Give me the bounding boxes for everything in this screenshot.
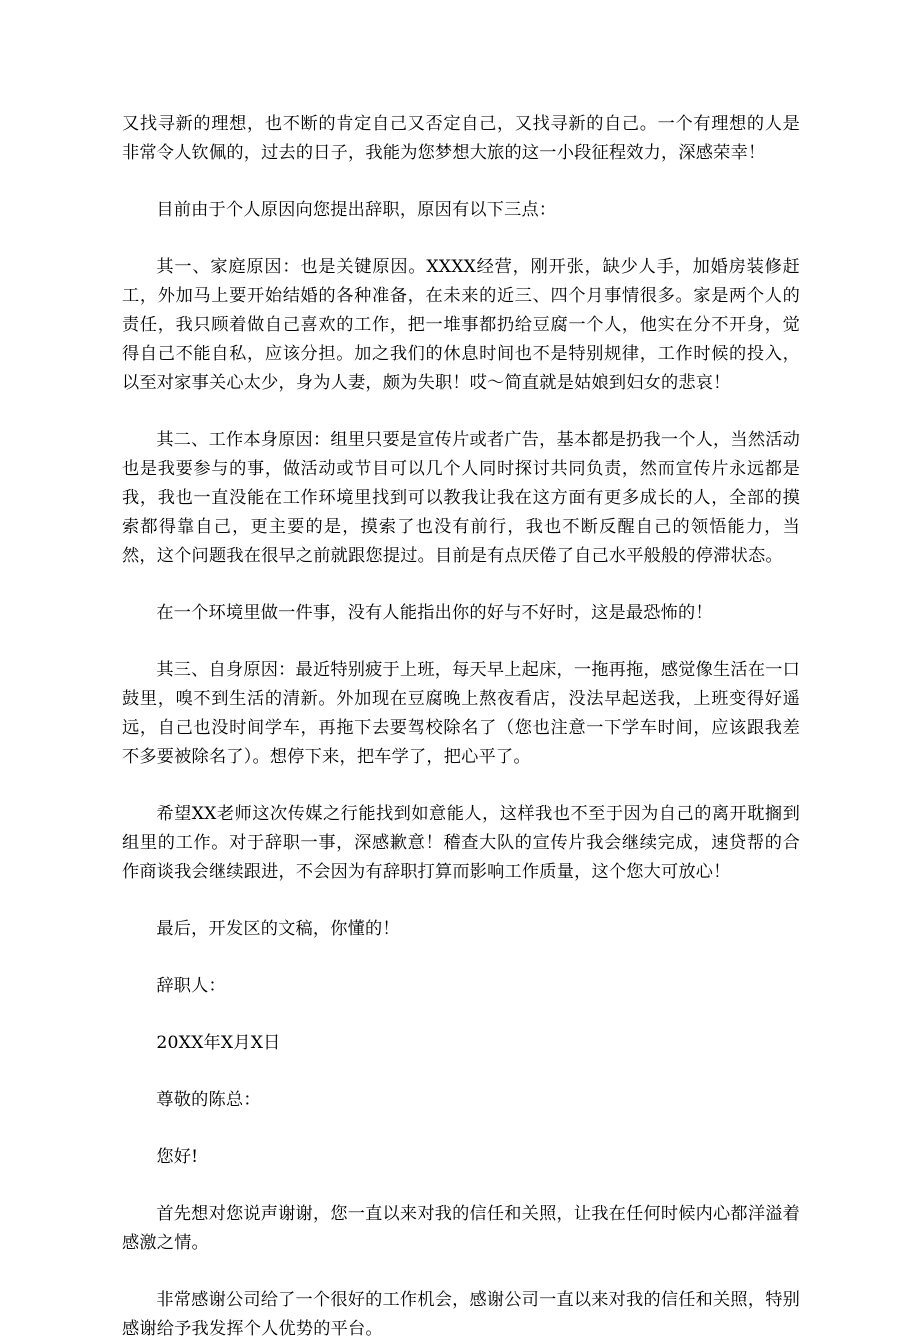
paragraph-reason-personal: 其三、自身原因：最近特别疲于上班，每天早上起床，一拖再拖，感觉像生活在一口鼓里，嗅不到生活的清新。外加现在豆腐晚上熬夜看店，没法早起送我，上班变得好遥远，自己也没时间学车，再拖下去要驾校除名了（您也注意一下学车时间，应该跟我差不多要被除名了）。想停下来，把车学了，把心平了。	[122, 660, 800, 767]
paragraph-continuation: 又找寻新的理想，也不断的肯定自己又否定自己，又找寻新的自己。一个有理想的人是非常令人钦佩的，过去的日子，我能为您梦想大旅的这一小段征程效力，深感荣幸！	[122, 114, 800, 163]
greeting: 您好!	[156, 1147, 199, 1167]
paragraph-reason-work: 其二、工作本身原因：组里只要是宣传片或者广告，基本都是扔我一个人，当然活动也是我要参与的事，做活动或节目可以几个人同时探讨共同负责，然而宣传片永远都是我，我也一直没能在工作环境里找到可以教我让我在这方面有更多成长的人，全部的摸索都得靠自己，更主要的是，摸索了也没有前行，我也不断反醒自己的领悟能力，当然，这个问题我在很早之前就跟您提过。目前是有点厌倦了自己水平般般的停滞状态。	[122, 430, 800, 566]
paragraph-resignation-intro: 目前由于个人原因向您提出辞职，原因有以下三点：	[156, 200, 557, 220]
paragraph-thanks: 首先想对您说声谢谢，您一直以来对我的信任和关照，让我在任何时候内心都洋溢着感激之情。	[122, 1204, 800, 1253]
paragraph-reason-family: 其一、家庭原因：也是关键原因。XXXX经营，刚开张，缺少人手，加婚房装修赶工，外加马上要开始结婚的各种准备，在未来的近三、四个月事情很多。家是两个人的责任，我只顾着做自己喜欢的工作，把一堆事都扔给豆腐一个人，他实在分不开身，觉得自己不能自私，应该分担。加之我们的休息时间也不是特别规律，工作时候的投入，以至对家事关心太少，身为人妻，颇为失职！哎～简直就是姑娘到妇女的悲哀！	[122, 257, 800, 393]
paragraph-closing: 最后，开发区的文稿，你懂的！	[156, 919, 400, 939]
paragraph-environment-remark: 在一个环境里做一件事，没有人能指出你的好与不好时，这是最恐怖的！	[156, 603, 713, 623]
paragraph-hope: 希望XX老师这次传媒之行能找到如意能人，这样我也不至于因为自己的离开耽搁到组里的工作。对于辞职一事，深感歉意！稽查大队的宣传片我会继续完成，速贷帮的合作商谈我会继续跟进，不会因为有辞职打算而影响工作质量，这个您大可放心！	[122, 804, 800, 882]
paragraph-company-thanks: 非常感谢公司给了一个很好的工作机会，感谢公司一直以来对我的信任和关照，特别感谢给予我发挥个人优势的平台。	[122, 1290, 800, 1339]
salutation: 尊敬的陈总：	[156, 1090, 261, 1110]
signature-label: 辞职人：	[156, 976, 226, 996]
signature-date: 20XX年X月X日	[156, 1033, 281, 1053]
